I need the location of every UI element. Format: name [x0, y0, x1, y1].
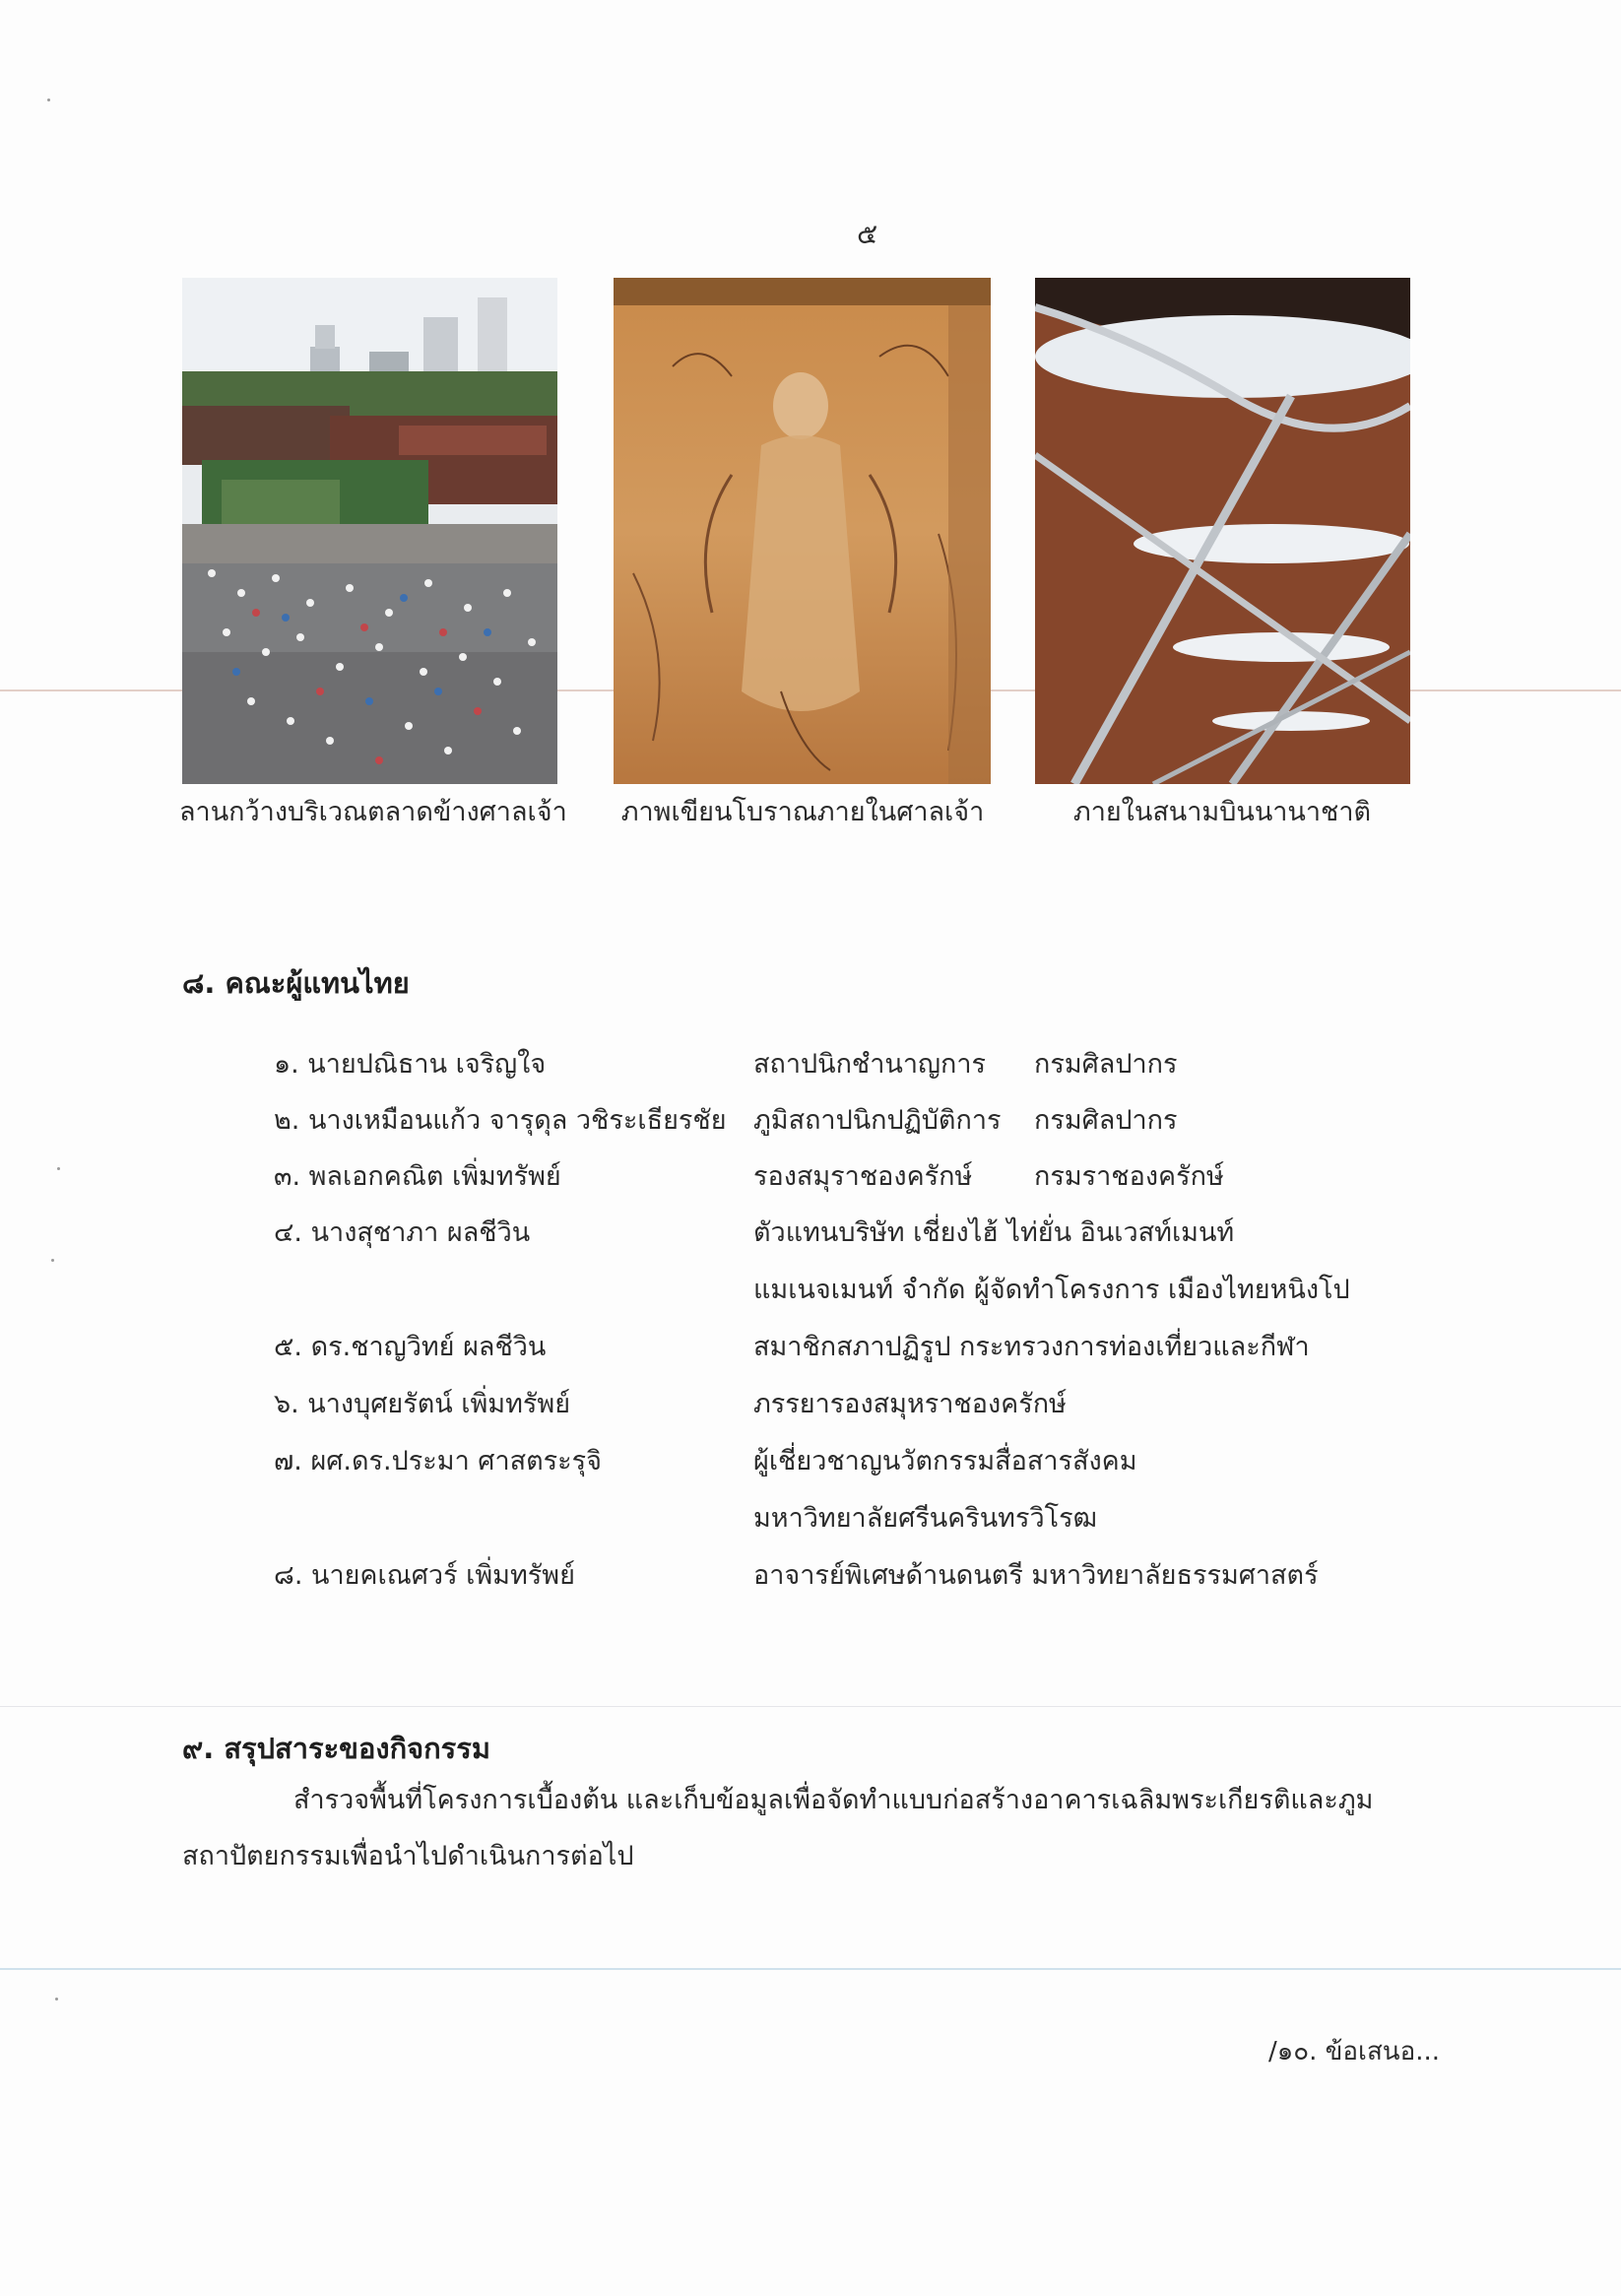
member-name: ๑. นายปณิธาน เจริญใจ — [274, 1049, 547, 1080]
member-position: รองสมุราชองครักษ์ — [753, 1161, 973, 1192]
member-position: สถาปนิกชำนาญการ — [753, 1049, 987, 1080]
scan-line — [0, 1968, 1621, 1970]
section-heading: ๙. สรุปสาระของกิจกรรม — [182, 1732, 490, 1765]
summary-paragraph-line: สำรวจพื้นที่โครงการเบื้องต้น และเก็บข้อมูลเพื่อจัดทำแบบก่อสร้างอาคารเฉลิมพระเกียรติและภูม — [293, 1785, 1374, 1815]
scan-speck — [55, 1998, 58, 2001]
member-name: ๕. ดร.ชาญวิทย์ ผลชีวิน — [274, 1332, 547, 1362]
member-role-continued: แมเนจเมนท์ จำกัด ผู้จัดทำโครงการ เมืองไทยหนิงโป — [753, 1275, 1350, 1305]
member-role: อาจารย์พิเศษด้านดนตรี มหาวิทยาลัยธรรมศาสตร์ — [753, 1560, 1319, 1591]
continuation-note: /๑๐. ข้อเสนอ... — [1268, 2037, 1440, 2066]
member-role: ภรรยารองสมุหราชองครักษ์ — [753, 1389, 1067, 1419]
photo-caption: ลานกว้างบริเวณตลาดข้างศาลเจ้า — [179, 797, 567, 827]
member-role: ตัวแทนบริษัท เชี่ยงไฮ้ ไท่ยั่น อินเวสท์เมนท์ — [753, 1217, 1235, 1248]
member-name: ๘. นายคเณศวร์ เพิ่มทรัพย์ — [274, 1560, 575, 1591]
scan-speck — [57, 1167, 60, 1170]
section-heading: ๘. คณะผู้แทนไทย — [182, 966, 410, 1000]
photo-airport-interior — [1035, 278, 1410, 784]
member-org: กรมราชองครักษ์ — [1034, 1161, 1224, 1192]
scan-speck — [51, 1259, 54, 1262]
scan-line — [0, 1706, 1621, 1707]
photo-market-plaza — [182, 278, 557, 784]
scan-speck — [47, 98, 50, 101]
member-name: ๓. พลเอกคณิต เพิ่มทรัพย์ — [274, 1161, 561, 1192]
member-role-continued: มหาวิทยาลัยศรีนครินทรวิโรฒ — [753, 1503, 1098, 1534]
photo-caption: ภาพเขียนโบราณภายในศาลเจ้า — [620, 797, 985, 827]
member-name: ๗. ผศ.ดร.ประมา ศาสตระรุจิ — [274, 1446, 602, 1476]
page-number: ๕ — [857, 218, 878, 250]
member-role: ผู้เชี่ยวชาญนวัตกรรมสื่อสารสังคม — [753, 1446, 1137, 1476]
member-name: ๖. นางบุศยรัตน์ เพิ่มทรัพย์ — [274, 1389, 571, 1419]
photo-caption: ภายในสนามบินนานาชาติ — [1072, 797, 1372, 827]
member-name: ๒. นางเหมือนแก้ว จารุดุล วชิระเธียรชัย — [274, 1105, 727, 1136]
photo-ancient-mural — [614, 278, 991, 784]
member-name: ๔. นางสุชาภา ผลชีวิน — [274, 1217, 531, 1248]
summary-paragraph-line: สถาปัตยกรรมเพื่อนำไปดำเนินการต่อไป — [182, 1841, 634, 1871]
member-position: ภูมิสถาปนิกปฏิบัติการ — [753, 1105, 1002, 1136]
member-org: กรมศิลปากร — [1034, 1105, 1178, 1136]
member-role: สมาชิกสภาปฏิรูป กระทรวงการท่องเที่ยวและกีฬา — [753, 1332, 1310, 1362]
member-org: กรมศิลปากร — [1034, 1049, 1178, 1080]
